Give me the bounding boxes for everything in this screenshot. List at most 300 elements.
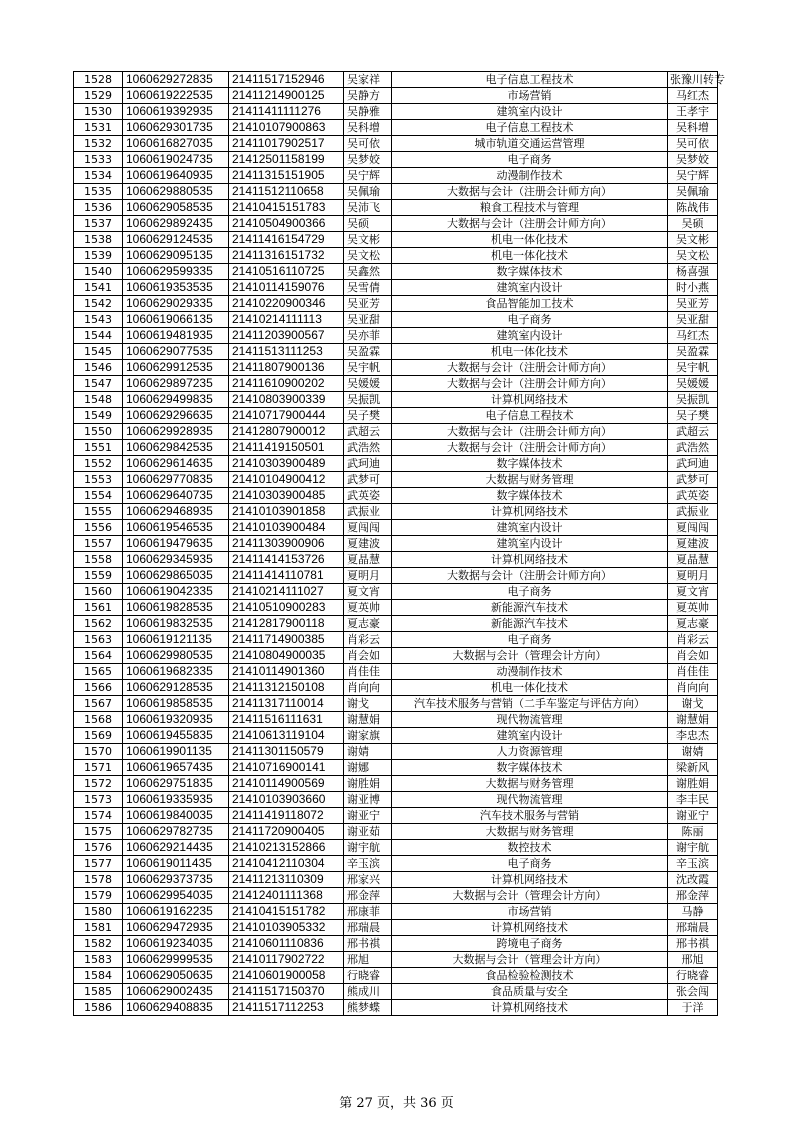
id-number-cell: 21411419118072 bbox=[229, 808, 344, 824]
table-row bbox=[74, 168, 718, 184]
table-row bbox=[74, 808, 718, 824]
exam-number-cell: 1060629373735 bbox=[123, 872, 229, 888]
row-number-cell: 1552 bbox=[74, 456, 123, 472]
major-name-cell: 计算机网络技术 bbox=[392, 504, 668, 520]
exam-number-cell: 1060629751835 bbox=[123, 776, 229, 792]
student-name-cell: 吴宇帆 bbox=[344, 360, 392, 376]
extra-name-cell: 王孝宇 bbox=[668, 104, 718, 120]
table-row bbox=[74, 984, 718, 1000]
major-name-cell: 数字媒体技术 bbox=[392, 488, 668, 504]
row-number-cell: 1537 bbox=[74, 216, 123, 232]
table-row bbox=[74, 872, 718, 888]
exam-number-cell: 1060629897235 bbox=[123, 376, 229, 392]
table-row bbox=[74, 72, 718, 88]
exam-number-cell: 1060619858535 bbox=[123, 696, 229, 712]
exam-number-cell: 1060619121135 bbox=[123, 632, 229, 648]
exam-number-cell: 1060629892435 bbox=[123, 216, 229, 232]
exam-number-cell: 1060629614635 bbox=[123, 456, 229, 472]
row-number-cell: 1581 bbox=[74, 920, 123, 936]
table-row bbox=[74, 408, 718, 424]
major-name-cell: 电子商务 bbox=[392, 856, 668, 872]
extra-name-cell: 杨喜强 bbox=[668, 264, 718, 280]
student-name-cell: 吴沛飞 bbox=[344, 200, 392, 216]
id-number-cell: 21411301150579 bbox=[229, 744, 344, 760]
student-name-cell: 谢家旗 bbox=[344, 728, 392, 744]
id-number-cell: 21411807900136 bbox=[229, 360, 344, 376]
extra-name-cell: 辛玉滨 bbox=[668, 856, 718, 872]
student-name-cell: 谢慧娟 bbox=[344, 712, 392, 728]
major-name-cell: 市场营销 bbox=[392, 904, 668, 920]
student-name-cell: 邢瑞晨 bbox=[344, 920, 392, 936]
table-row bbox=[74, 232, 718, 248]
table-row bbox=[74, 312, 718, 328]
extra-name-cell: 李忠杰 bbox=[668, 728, 718, 744]
table-row bbox=[74, 440, 718, 456]
id-number-cell: 21410516110725 bbox=[229, 264, 344, 280]
extra-name-cell: 吴宁辉 bbox=[668, 168, 718, 184]
major-name-cell: 市场营销 bbox=[392, 88, 668, 104]
extra-name-cell: 武浩然 bbox=[668, 440, 718, 456]
student-name-cell: 武英姿 bbox=[344, 488, 392, 504]
student-name-cell: 吴静方 bbox=[344, 88, 392, 104]
extra-name-cell: 马红杰 bbox=[668, 88, 718, 104]
id-number-cell: 21411513111253 bbox=[229, 344, 344, 360]
student-name-cell: 谢戈 bbox=[344, 696, 392, 712]
id-number-cell: 21410601110836 bbox=[229, 936, 344, 952]
major-name-cell: 电子信息工程技术 bbox=[392, 408, 668, 424]
table-row bbox=[74, 216, 718, 232]
major-name-cell: 数字媒体技术 bbox=[392, 264, 668, 280]
exam-number-cell: 1060629128535 bbox=[123, 680, 229, 696]
row-number-cell: 1556 bbox=[74, 520, 123, 536]
major-name-cell: 现代物流管理 bbox=[392, 712, 668, 728]
exam-number-cell: 1060629980535 bbox=[123, 648, 229, 664]
major-name-cell: 建筑室内设计 bbox=[392, 536, 668, 552]
row-number-cell: 1539 bbox=[74, 248, 123, 264]
id-number-cell: 21411317110014 bbox=[229, 696, 344, 712]
student-name-cell: 吴文松 bbox=[344, 248, 392, 264]
student-name-cell: 吴亚芳 bbox=[344, 296, 392, 312]
student-name-cell: 武振业 bbox=[344, 504, 392, 520]
student-name-cell: 吴雪倩 bbox=[344, 280, 392, 296]
id-number-cell: 21410717900444 bbox=[229, 408, 344, 424]
major-name-cell: 食品检验检测技术 bbox=[392, 968, 668, 984]
student-name-cell: 夏志豪 bbox=[344, 616, 392, 632]
exam-number-cell: 1060619901135 bbox=[123, 744, 229, 760]
id-number-cell: 21411512110658 bbox=[229, 184, 344, 200]
exam-number-cell: 1060619162235 bbox=[123, 904, 229, 920]
id-number-cell: 21410415151782 bbox=[229, 904, 344, 920]
id-number-cell: 21410214111027 bbox=[229, 584, 344, 600]
extra-name-cell: 吴亚芳 bbox=[668, 296, 718, 312]
id-number-cell: 21411517112253 bbox=[229, 1000, 344, 1016]
table-row bbox=[74, 968, 718, 984]
student-table bbox=[73, 71, 725, 1016]
student-name-cell: 吴鑫然 bbox=[344, 264, 392, 280]
table-row bbox=[74, 344, 718, 360]
row-number-cell: 1564 bbox=[74, 648, 123, 664]
major-name-cell: 大数据与会计（管理会计方向） bbox=[392, 952, 668, 968]
extra-name-cell: 吴子樊 bbox=[668, 408, 718, 424]
exam-number-cell: 1060619042335 bbox=[123, 584, 229, 600]
exam-number-cell: 1060629408835 bbox=[123, 1000, 229, 1016]
extra-name-cell: 吴振凯 bbox=[668, 392, 718, 408]
id-number-cell: 21411516111631 bbox=[229, 712, 344, 728]
extra-name-cell: 武英姿 bbox=[668, 488, 718, 504]
row-number-cell: 1559 bbox=[74, 568, 123, 584]
id-number-cell: 21410220900346 bbox=[229, 296, 344, 312]
student-name-cell: 武梦可 bbox=[344, 472, 392, 488]
student-name-cell: 吴文彬 bbox=[344, 232, 392, 248]
row-number-cell: 1582 bbox=[74, 936, 123, 952]
id-number-cell: 21410303900485 bbox=[229, 488, 344, 504]
major-name-cell: 新能源汽车技术 bbox=[392, 616, 668, 632]
exam-number-cell: 1060629468935 bbox=[123, 504, 229, 520]
row-number-cell: 1584 bbox=[74, 968, 123, 984]
exam-number-cell: 1060619011435 bbox=[123, 856, 229, 872]
row-number-cell: 1533 bbox=[74, 152, 123, 168]
extra-name-cell: 谢慧娟 bbox=[668, 712, 718, 728]
table-row bbox=[74, 376, 718, 392]
exam-number-cell: 1060629345935 bbox=[123, 552, 229, 568]
student-name-cell: 吴亦菲 bbox=[344, 328, 392, 344]
extra-name-cell: 张豫川转专 bbox=[668, 72, 718, 88]
table-row bbox=[74, 696, 718, 712]
major-name-cell: 汽车技术服务与营销 bbox=[392, 808, 668, 824]
row-number-cell: 1578 bbox=[74, 872, 123, 888]
id-number-cell: 21412401111368 bbox=[229, 888, 344, 904]
id-number-cell: 21410114901360 bbox=[229, 664, 344, 680]
table-row bbox=[74, 568, 718, 584]
id-number-cell: 21410104900412 bbox=[229, 472, 344, 488]
row-number-cell: 1567 bbox=[74, 696, 123, 712]
extra-name-cell: 夏闯闯 bbox=[668, 520, 718, 536]
row-number-cell: 1579 bbox=[74, 888, 123, 904]
student-name-cell: 吴可依 bbox=[344, 136, 392, 152]
exam-number-cell: 1060619234035 bbox=[123, 936, 229, 952]
row-number-cell: 1532 bbox=[74, 136, 123, 152]
major-name-cell: 建筑室内设计 bbox=[392, 328, 668, 344]
student-name-cell: 夏明月 bbox=[344, 568, 392, 584]
major-name-cell: 数字媒体技术 bbox=[392, 760, 668, 776]
id-number-cell: 21410415151783 bbox=[229, 200, 344, 216]
exam-number-cell: 1060629954035 bbox=[123, 888, 229, 904]
major-name-cell: 机电一体化技术 bbox=[392, 248, 668, 264]
id-number-cell: 21411414153726 bbox=[229, 552, 344, 568]
id-number-cell: 21411411111276 bbox=[229, 104, 344, 120]
row-number-cell: 1580 bbox=[74, 904, 123, 920]
exam-number-cell: 1060619353535 bbox=[123, 280, 229, 296]
student-name-cell: 熊梦蝶 bbox=[344, 1000, 392, 1016]
row-number-cell: 1560 bbox=[74, 584, 123, 600]
row-number-cell: 1535 bbox=[74, 184, 123, 200]
table-row bbox=[74, 184, 718, 200]
row-number-cell: 1531 bbox=[74, 120, 123, 136]
major-name-cell: 大数据与财务管理 bbox=[392, 472, 668, 488]
table-row bbox=[74, 488, 718, 504]
extra-name-cell: 陈战伟 bbox=[668, 200, 718, 216]
table-row bbox=[74, 600, 718, 616]
extra-name-cell: 夏晶慧 bbox=[668, 552, 718, 568]
table-row bbox=[74, 904, 718, 920]
student-name-cell: 夏文宵 bbox=[344, 584, 392, 600]
table-row bbox=[74, 888, 718, 904]
student-name-cell: 邢旭 bbox=[344, 952, 392, 968]
extra-name-cell: 吴可依 bbox=[668, 136, 718, 152]
row-number-cell: 1534 bbox=[74, 168, 123, 184]
table-row bbox=[74, 632, 718, 648]
student-name-cell: 夏英帅 bbox=[344, 600, 392, 616]
student-name-cell: 吴亚甜 bbox=[344, 312, 392, 328]
table-row bbox=[74, 648, 718, 664]
id-number-cell: 21410601900058 bbox=[229, 968, 344, 984]
row-number-cell: 1562 bbox=[74, 616, 123, 632]
exam-number-cell: 1060619546535 bbox=[123, 520, 229, 536]
student-name-cell: 邢书祺 bbox=[344, 936, 392, 952]
id-number-cell: 21410107900863 bbox=[229, 120, 344, 136]
extra-name-cell: 谢亚宁 bbox=[668, 808, 718, 824]
id-number-cell: 21410504900366 bbox=[229, 216, 344, 232]
table-row bbox=[74, 424, 718, 440]
extra-name-cell: 邢金萍 bbox=[668, 888, 718, 904]
student-name-cell: 夏晶慧 bbox=[344, 552, 392, 568]
table-row bbox=[74, 840, 718, 856]
row-number-cell: 1573 bbox=[74, 792, 123, 808]
id-number-cell: 21411312150108 bbox=[229, 680, 344, 696]
extra-name-cell: 吴佩瑜 bbox=[668, 184, 718, 200]
exam-number-cell: 1060629770835 bbox=[123, 472, 229, 488]
table-row bbox=[74, 760, 718, 776]
table-row bbox=[74, 392, 718, 408]
exam-number-cell: 1060629301735 bbox=[123, 120, 229, 136]
exam-number-cell: 1060629077535 bbox=[123, 344, 229, 360]
major-name-cell: 新能源汽车技术 bbox=[392, 600, 668, 616]
exam-number-cell: 1060629050635 bbox=[123, 968, 229, 984]
major-name-cell: 城市轨道交通运营管理 bbox=[392, 136, 668, 152]
table-row bbox=[74, 552, 718, 568]
major-name-cell: 粮食工程技术与管理 bbox=[392, 200, 668, 216]
id-number-cell: 21410103900484 bbox=[229, 520, 344, 536]
exam-number-cell: 1060629472935 bbox=[123, 920, 229, 936]
major-name-cell: 电子商务 bbox=[392, 632, 668, 648]
exam-number-cell: 1060629912535 bbox=[123, 360, 229, 376]
student-name-cell: 吴科增 bbox=[344, 120, 392, 136]
extra-name-cell: 肖向向 bbox=[668, 680, 718, 696]
table-row bbox=[74, 824, 718, 840]
major-name-cell: 大数据与会计（注册会计师方向） bbox=[392, 440, 668, 456]
student-name-cell: 吴佩瑜 bbox=[344, 184, 392, 200]
row-number-cell: 1540 bbox=[74, 264, 123, 280]
id-number-cell: 21412817900118 bbox=[229, 616, 344, 632]
row-number-cell: 1536 bbox=[74, 200, 123, 216]
exam-number-cell: 1060619392935 bbox=[123, 104, 229, 120]
exam-number-cell: 1060629499835 bbox=[123, 392, 229, 408]
id-number-cell: 21410114159076 bbox=[229, 280, 344, 296]
major-name-cell: 动漫制作技术 bbox=[392, 664, 668, 680]
id-number-cell: 21410213152866 bbox=[229, 840, 344, 856]
student-name-cell: 肖佳佳 bbox=[344, 664, 392, 680]
major-name-cell: 动漫制作技术 bbox=[392, 168, 668, 184]
table-row bbox=[74, 328, 718, 344]
row-number-cell: 1547 bbox=[74, 376, 123, 392]
extra-name-cell: 张会闯 bbox=[668, 984, 718, 1000]
table-row bbox=[74, 1000, 718, 1016]
extra-name-cell: 吴盈霖 bbox=[668, 344, 718, 360]
student-name-cell: 谢宇航 bbox=[344, 840, 392, 856]
student-name-cell: 吴子樊 bbox=[344, 408, 392, 424]
id-number-cell: 21411315151905 bbox=[229, 168, 344, 184]
row-number-cell: 1554 bbox=[74, 488, 123, 504]
row-number-cell: 1551 bbox=[74, 440, 123, 456]
student-name-cell: 行晓睿 bbox=[344, 968, 392, 984]
table-row bbox=[74, 520, 718, 536]
id-number-cell: 21411416154729 bbox=[229, 232, 344, 248]
extra-name-cell: 武振业 bbox=[668, 504, 718, 520]
table-row bbox=[74, 456, 718, 472]
exam-number-cell: 1060629880535 bbox=[123, 184, 229, 200]
student-name-cell: 吴硕 bbox=[344, 216, 392, 232]
extra-name-cell: 沈改霞 bbox=[668, 872, 718, 888]
table-row bbox=[74, 792, 718, 808]
row-number-cell: 1569 bbox=[74, 728, 123, 744]
extra-name-cell: 邢瑞晨 bbox=[668, 920, 718, 936]
extra-name-cell: 肖会如 bbox=[668, 648, 718, 664]
major-name-cell: 计算机网络技术 bbox=[392, 872, 668, 888]
extra-name-cell: 李丰民 bbox=[668, 792, 718, 808]
id-number-cell: 21410510900283 bbox=[229, 600, 344, 616]
table-row bbox=[74, 856, 718, 872]
extra-name-cell: 吴媛媛 bbox=[668, 376, 718, 392]
student-name-cell: 武浩然 bbox=[344, 440, 392, 456]
student-name-cell: 谢亚宁 bbox=[344, 808, 392, 824]
exam-number-cell: 1060619640935 bbox=[123, 168, 229, 184]
extra-name-cell: 时小燕 bbox=[668, 280, 718, 296]
exam-number-cell: 1060619840035 bbox=[123, 808, 229, 824]
table-row bbox=[74, 136, 718, 152]
row-number-cell: 1583 bbox=[74, 952, 123, 968]
row-number-cell: 1563 bbox=[74, 632, 123, 648]
major-name-cell: 机电一体化技术 bbox=[392, 344, 668, 360]
extra-name-cell: 谢婧 bbox=[668, 744, 718, 760]
exam-number-cell: 1060629599335 bbox=[123, 264, 229, 280]
exam-number-cell: 1060629842535 bbox=[123, 440, 229, 456]
row-number-cell: 1546 bbox=[74, 360, 123, 376]
row-number-cell: 1568 bbox=[74, 712, 123, 728]
extra-name-cell: 夏建波 bbox=[668, 536, 718, 552]
id-number-cell: 21412807900012 bbox=[229, 424, 344, 440]
id-number-cell: 21410303900489 bbox=[229, 456, 344, 472]
id-number-cell: 21411213110309 bbox=[229, 872, 344, 888]
id-number-cell: 21411303900906 bbox=[229, 536, 344, 552]
extra-name-cell: 马静 bbox=[668, 904, 718, 920]
student-name-cell: 谢亚博 bbox=[344, 792, 392, 808]
student-name-cell: 吴宁辉 bbox=[344, 168, 392, 184]
extra-name-cell: 吴硕 bbox=[668, 216, 718, 232]
major-name-cell: 建筑室内设计 bbox=[392, 104, 668, 120]
table-row bbox=[74, 296, 718, 312]
major-name-cell: 电子商务 bbox=[392, 152, 668, 168]
major-name-cell: 大数据与会计（管理会计方向） bbox=[392, 648, 668, 664]
major-name-cell: 大数据与会计（注册会计师方向） bbox=[392, 424, 668, 440]
exam-number-cell: 1060616827035 bbox=[123, 136, 229, 152]
exam-number-cell: 1060619682335 bbox=[123, 664, 229, 680]
extra-name-cell: 邢书祺 bbox=[668, 936, 718, 952]
id-number-cell: 21410716900141 bbox=[229, 760, 344, 776]
major-name-cell: 跨境电子商务 bbox=[392, 936, 668, 952]
row-number-cell: 1553 bbox=[74, 472, 123, 488]
major-name-cell: 大数据与会计（管理会计方向） bbox=[392, 888, 668, 904]
student-name-cell: 夏建波 bbox=[344, 536, 392, 552]
id-number-cell: 21410613119104 bbox=[229, 728, 344, 744]
table-row bbox=[74, 264, 718, 280]
extra-name-cell: 陈丽 bbox=[668, 824, 718, 840]
row-number-cell: 1558 bbox=[74, 552, 123, 568]
student-name-cell: 肖彩云 bbox=[344, 632, 392, 648]
id-number-cell: 21411517152946 bbox=[229, 72, 344, 88]
row-number-cell: 1574 bbox=[74, 808, 123, 824]
major-name-cell: 机电一体化技术 bbox=[392, 680, 668, 696]
student-name-cell: 吴静雅 bbox=[344, 104, 392, 120]
major-name-cell: 大数据与财务管理 bbox=[392, 824, 668, 840]
row-number-cell: 1541 bbox=[74, 280, 123, 296]
row-number-cell: 1566 bbox=[74, 680, 123, 696]
major-name-cell: 计算机网络技术 bbox=[392, 392, 668, 408]
row-number-cell: 1585 bbox=[74, 984, 123, 1000]
extra-name-cell: 谢宇航 bbox=[668, 840, 718, 856]
table-row bbox=[74, 360, 718, 376]
extra-name-cell: 吴文松 bbox=[668, 248, 718, 264]
row-number-cell: 1557 bbox=[74, 536, 123, 552]
row-number-cell: 1570 bbox=[74, 744, 123, 760]
table-body bbox=[74, 72, 725, 1016]
table-row bbox=[74, 920, 718, 936]
student-name-cell: 肖向向 bbox=[344, 680, 392, 696]
id-number-cell: 21410114900569 bbox=[229, 776, 344, 792]
extra-name-cell: 吴宇帆 bbox=[668, 360, 718, 376]
major-name-cell: 大数据与会计（注册会计师方向） bbox=[392, 360, 668, 376]
row-number-cell: 1545 bbox=[74, 344, 123, 360]
student-name-cell: 邢家兴 bbox=[344, 872, 392, 888]
major-name-cell: 电子商务 bbox=[392, 584, 668, 600]
major-name-cell: 计算机网络技术 bbox=[392, 1000, 668, 1016]
table-row bbox=[74, 104, 718, 120]
table-row bbox=[74, 120, 718, 136]
table-row bbox=[74, 280, 718, 296]
row-number-cell: 1550 bbox=[74, 424, 123, 440]
id-number-cell: 21410412110304 bbox=[229, 856, 344, 872]
id-number-cell: 21410803900339 bbox=[229, 392, 344, 408]
extra-name-cell: 吴文彬 bbox=[668, 232, 718, 248]
major-name-cell: 建筑室内设计 bbox=[392, 728, 668, 744]
id-number-cell: 21411610900202 bbox=[229, 376, 344, 392]
exam-number-cell: 1060619832535 bbox=[123, 616, 229, 632]
row-number-cell: 1538 bbox=[74, 232, 123, 248]
major-name-cell: 大数据与会计（注册会计师方向） bbox=[392, 568, 668, 584]
table-row bbox=[74, 744, 718, 760]
row-number-cell: 1572 bbox=[74, 776, 123, 792]
exam-number-cell: 1060629124535 bbox=[123, 232, 229, 248]
exam-number-cell: 1060619481935 bbox=[123, 328, 229, 344]
id-number-cell: 21411517150370 bbox=[229, 984, 344, 1000]
table-row bbox=[74, 680, 718, 696]
extra-name-cell: 武超云 bbox=[668, 424, 718, 440]
extra-name-cell: 武珂迪 bbox=[668, 456, 718, 472]
student-name-cell: 熊成川 bbox=[344, 984, 392, 1000]
exam-number-cell: 1060629999535 bbox=[123, 952, 229, 968]
major-name-cell: 汽车技术服务与营销（二手车鉴定与评估方向） bbox=[392, 696, 668, 712]
major-name-cell: 电子商务 bbox=[392, 312, 668, 328]
row-number-cell: 1561 bbox=[74, 600, 123, 616]
